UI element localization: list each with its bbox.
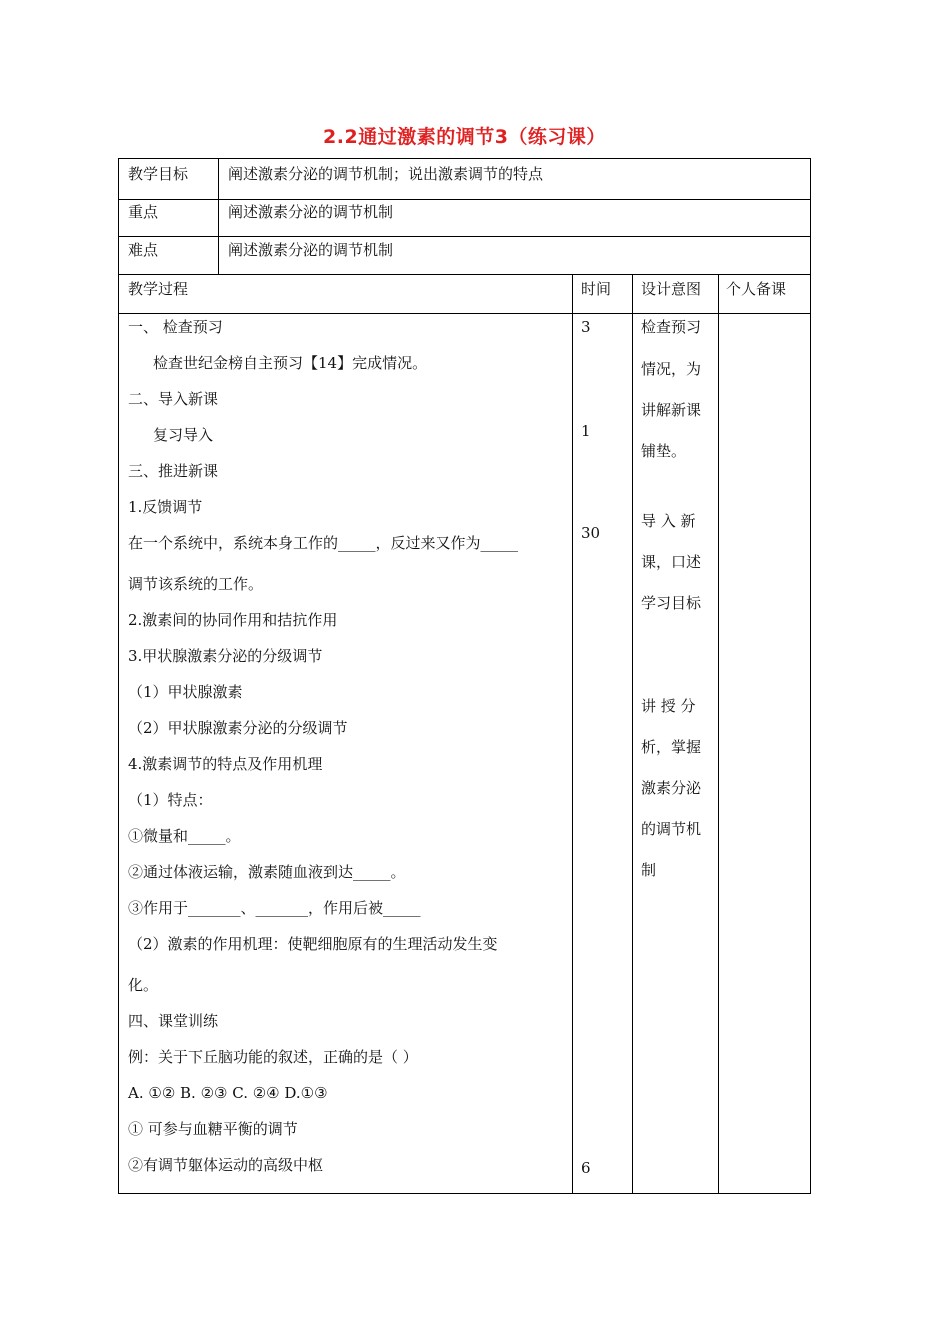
process-line: 4.激素调节的特点及作用机理 xyxy=(128,755,323,773)
table-row-divider xyxy=(118,274,811,275)
objective-value: 阐述激素分泌的调节机制；说出激素调节的特点 xyxy=(228,165,544,183)
intent-line: 导 入 新 xyxy=(641,512,696,530)
difficulty-value: 阐述激素分泌的调节机制 xyxy=(228,241,394,259)
intent-line: 析，掌握 xyxy=(641,738,702,756)
intent-line: 讲 授 分 xyxy=(641,697,696,715)
intent-line: 课，口述 xyxy=(641,553,702,571)
process-line: 2.激素间的协同作用和拮抗作用 xyxy=(128,611,338,629)
key-point-value: 阐述激素分泌的调节机制 xyxy=(228,203,394,221)
process-line: 检查世纪金榜自主预习【14】完成情况。 xyxy=(153,354,428,372)
intent-line: 学习目标 xyxy=(641,594,702,612)
intent-line: 制 xyxy=(641,861,657,879)
difficulty-label: 难点 xyxy=(128,241,159,259)
intent-line: 激素分泌 xyxy=(641,779,702,797)
table-border-top xyxy=(118,158,811,159)
process-line: 四、课堂训练 xyxy=(128,1012,219,1030)
process-line: 3.甲状腺激素分泌的分级调节 xyxy=(128,647,323,665)
process-line: ③作用于_______、_______，作用后被_____ xyxy=(128,899,421,917)
objective-label: 教学目标 xyxy=(128,165,189,183)
label-column-divider xyxy=(218,158,219,274)
time-value: 1 xyxy=(581,422,591,440)
table-row-divider xyxy=(118,236,811,237)
time-value: 3 xyxy=(581,318,591,336)
time-column-header: 时间 xyxy=(581,280,612,298)
table-row-divider xyxy=(118,313,811,314)
table-border-left xyxy=(118,158,119,1194)
process-line: （2）甲状腺激素分泌的分级调节 xyxy=(128,719,348,737)
process-line: 一、 检查预习 xyxy=(128,318,223,336)
process-line: （1）特点： xyxy=(128,791,213,809)
intent-line: 的调节机 xyxy=(641,820,702,838)
notes-column-divider xyxy=(718,274,719,1194)
process-line: ① 可参与血糖平衡的调节 xyxy=(128,1120,298,1138)
process-line: ②有调节躯体运动的高级中枢 xyxy=(128,1156,324,1174)
process-line: （2）激素的作用机理：使靶细胞原有的生理活动发生变 xyxy=(128,935,498,953)
notes-column-header: 个人备课 xyxy=(726,280,787,298)
intent-line: 情况，为 xyxy=(641,360,702,378)
intent-line: 检查预习 xyxy=(641,318,702,336)
process-line: 1.反馈调节 xyxy=(128,498,203,516)
process-column-header: 教学过程 xyxy=(128,280,189,298)
process-line: 化。 xyxy=(128,976,159,994)
table-border-bottom xyxy=(118,1193,811,1194)
process-line: 调节该系统的工作。 xyxy=(128,575,264,593)
time-column-divider xyxy=(572,274,573,1194)
time-value: 6 xyxy=(581,1159,591,1177)
process-line: ②通过体液运输，激素随血液到达_____。 xyxy=(128,863,406,881)
intent-column-divider xyxy=(632,274,633,1194)
key-point-label: 重点 xyxy=(128,203,159,221)
table-row-divider xyxy=(118,199,811,200)
process-line: ①微量和_____。 xyxy=(128,827,241,845)
process-line: （1）甲状腺激素 xyxy=(128,683,243,701)
time-value: 30 xyxy=(581,524,601,542)
process-line: 三、推进新课 xyxy=(128,462,219,480)
intent-line: 讲解新课 xyxy=(641,401,702,419)
process-line: 复习导入 xyxy=(153,426,214,444)
page-title: 2.2通过激素的调节3（练习课） xyxy=(323,126,606,148)
intent-column-header: 设计意图 xyxy=(641,280,702,298)
process-line: A. ①② B. ②③ C. ②④ D.①③ xyxy=(128,1084,328,1102)
process-line: 二、导入新课 xyxy=(128,390,219,408)
process-line: 例：关于下丘脑功能的叙述，正确的是（ ） xyxy=(128,1048,418,1066)
process-line: 在一个系统中，系统本身工作的_____，反过来又作为_____ xyxy=(128,534,519,552)
table-border-right xyxy=(810,158,811,1194)
intent-line: 铺垫。 xyxy=(641,442,687,460)
